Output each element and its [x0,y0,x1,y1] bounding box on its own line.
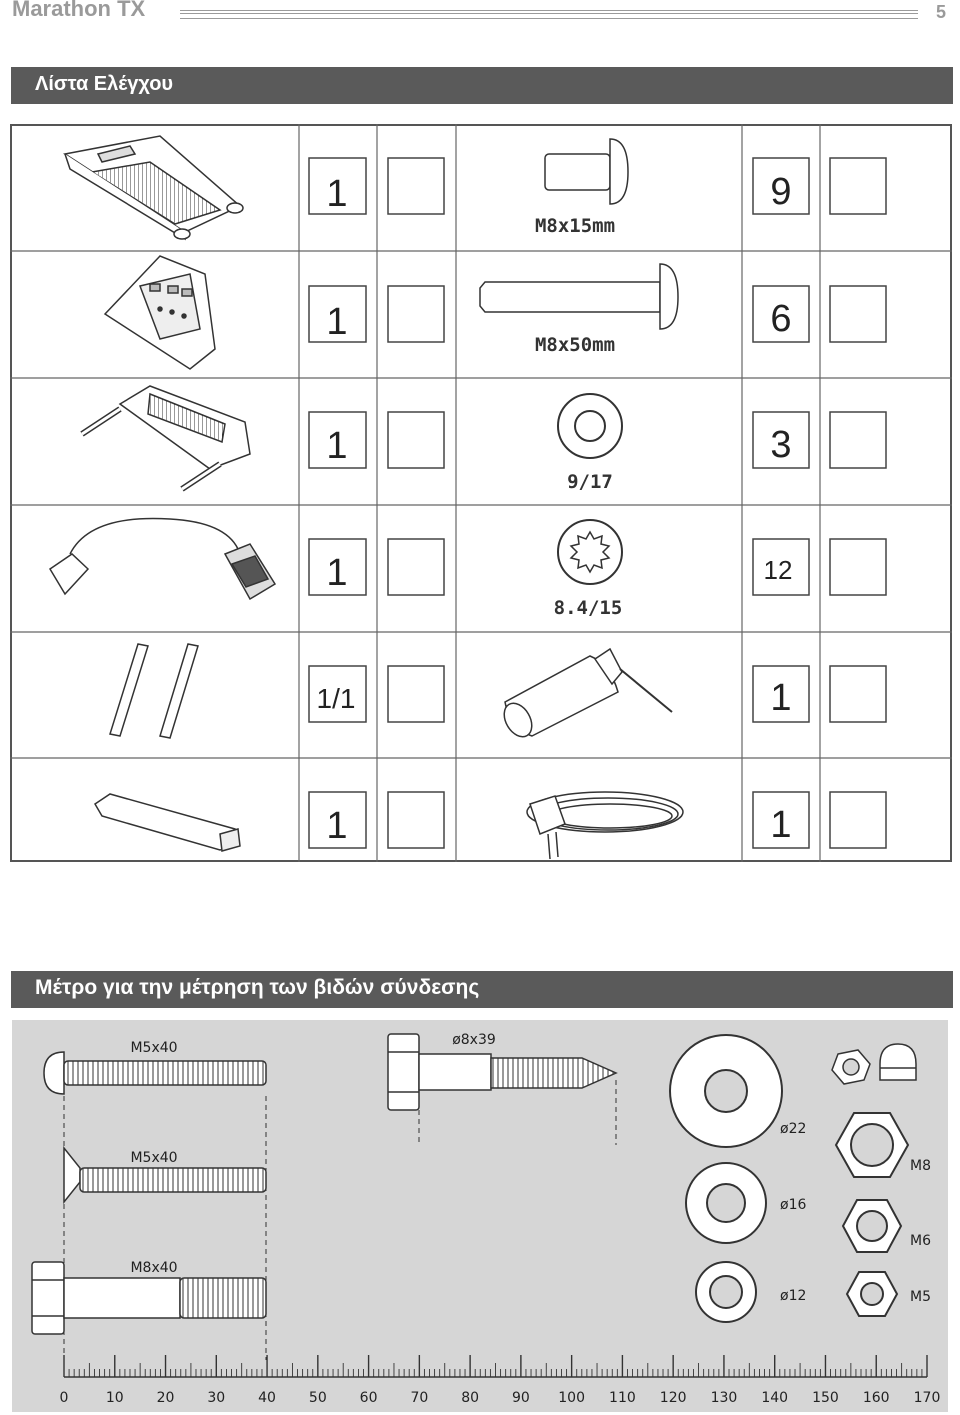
side-rails-icon [110,644,198,738]
washer-size-label: ø16 [780,1197,807,1213]
ruler-label: 90 [511,1390,530,1406]
washer-12-icon [696,1262,756,1322]
lag-screw-size-label: ø8x39 [452,1032,496,1048]
washer-16-icon [686,1163,766,1243]
nut-size-label: M5 [910,1289,931,1305]
checkbox[interactable] [830,539,886,595]
ruler-label: 160 [862,1390,890,1406]
checkbox[interactable] [388,412,444,468]
screw-size-label: M5x40 [130,1150,178,1166]
washer-icon [558,394,622,458]
checkbox[interactable] [388,286,444,342]
qty-value: 12 [763,555,793,585]
treadmill-icon [65,136,243,239]
page-header [0,0,960,30]
ruler-label: 110 [609,1390,636,1406]
hex-nut-m6-icon [843,1200,901,1252]
ruler-label: 140 [761,1390,789,1406]
ruler-label: 100 [558,1390,586,1406]
screw-size-label: M8x40 [130,1260,178,1276]
lock-washer-icon [558,520,622,584]
washer-size-label: ø12 [780,1288,807,1304]
item-label: 9/17 [567,471,613,493]
handlebar-icon [82,386,250,489]
ruler-label: 10 [105,1390,124,1406]
allen-key-icon [95,794,240,851]
item-label: M8x15mm [534,215,616,237]
safety-key-icon [50,518,275,599]
measure-panel [12,1020,948,1412]
checkbox[interactable] [830,412,886,468]
checkbox[interactable] [830,158,886,214]
nut-size-label: M8 [910,1158,931,1174]
qty-value: 1 [326,425,348,467]
console-icon [105,256,215,369]
ruler-label: 80 [461,1390,480,1406]
qty-value: 1 [326,173,348,215]
nut-size-label: M6 [910,1233,931,1249]
bolt-icon [480,264,678,329]
ruler-label: 50 [308,1390,327,1406]
hex-nut-m5-icon [847,1272,897,1316]
checkbox[interactable] [830,666,886,722]
page-number: 5 [936,2,947,22]
checkbox[interactable] [388,792,444,848]
checklist-section-title: Λίστα Ελέγχου [35,73,174,95]
qty-value: 1/1 [316,683,356,714]
checkbox[interactable] [388,158,444,214]
measure-section-title: Μέτρο για την μέτρηση των βιδών σύνδεσης [35,976,480,999]
qty-value: 1 [326,301,348,343]
cap-nut-icon [880,1044,916,1080]
header-rule [180,10,918,19]
ruler-label: 150 [812,1390,839,1406]
oil-bottle-icon [499,649,672,742]
ruler-label: 130 [710,1390,738,1406]
qty-value: 3 [770,424,792,466]
checkbox[interactable] [388,666,444,722]
brand-title: Marathon TX [12,0,146,21]
bolt-icon [545,139,628,204]
ruler-label: 70 [410,1390,429,1406]
checkbox[interactable] [830,792,886,848]
ruler-label: 20 [156,1390,175,1406]
checkbox[interactable] [388,539,444,595]
ruler-label: 170 [913,1390,941,1406]
item-label: M8x50mm [534,334,616,356]
ruler-label: 0 [59,1390,69,1406]
ruler-label: 120 [659,1390,687,1406]
qty-value: 1 [326,552,348,594]
qty-value: 9 [770,171,792,213]
washer-22-icon [670,1035,782,1147]
checklist-table [10,124,952,862]
screw-size-label: M5x40 [130,1040,178,1056]
qty-value: 1 [326,805,348,847]
item-label: 8.4/15 [553,597,623,619]
washer-size-label: ø22 [780,1121,807,1137]
ruler-label: 60 [359,1390,378,1406]
qty-value: 6 [770,298,792,340]
power-cord-icon [527,792,683,859]
ruler-label: 40 [258,1390,276,1406]
qty-value: 1 [770,677,792,719]
checkbox[interactable] [830,286,886,342]
measure-section-bar [11,971,953,1008]
qty-value: 1 [770,804,792,846]
ruler-label: 30 [207,1390,226,1406]
checklist-section-bar [11,67,953,104]
